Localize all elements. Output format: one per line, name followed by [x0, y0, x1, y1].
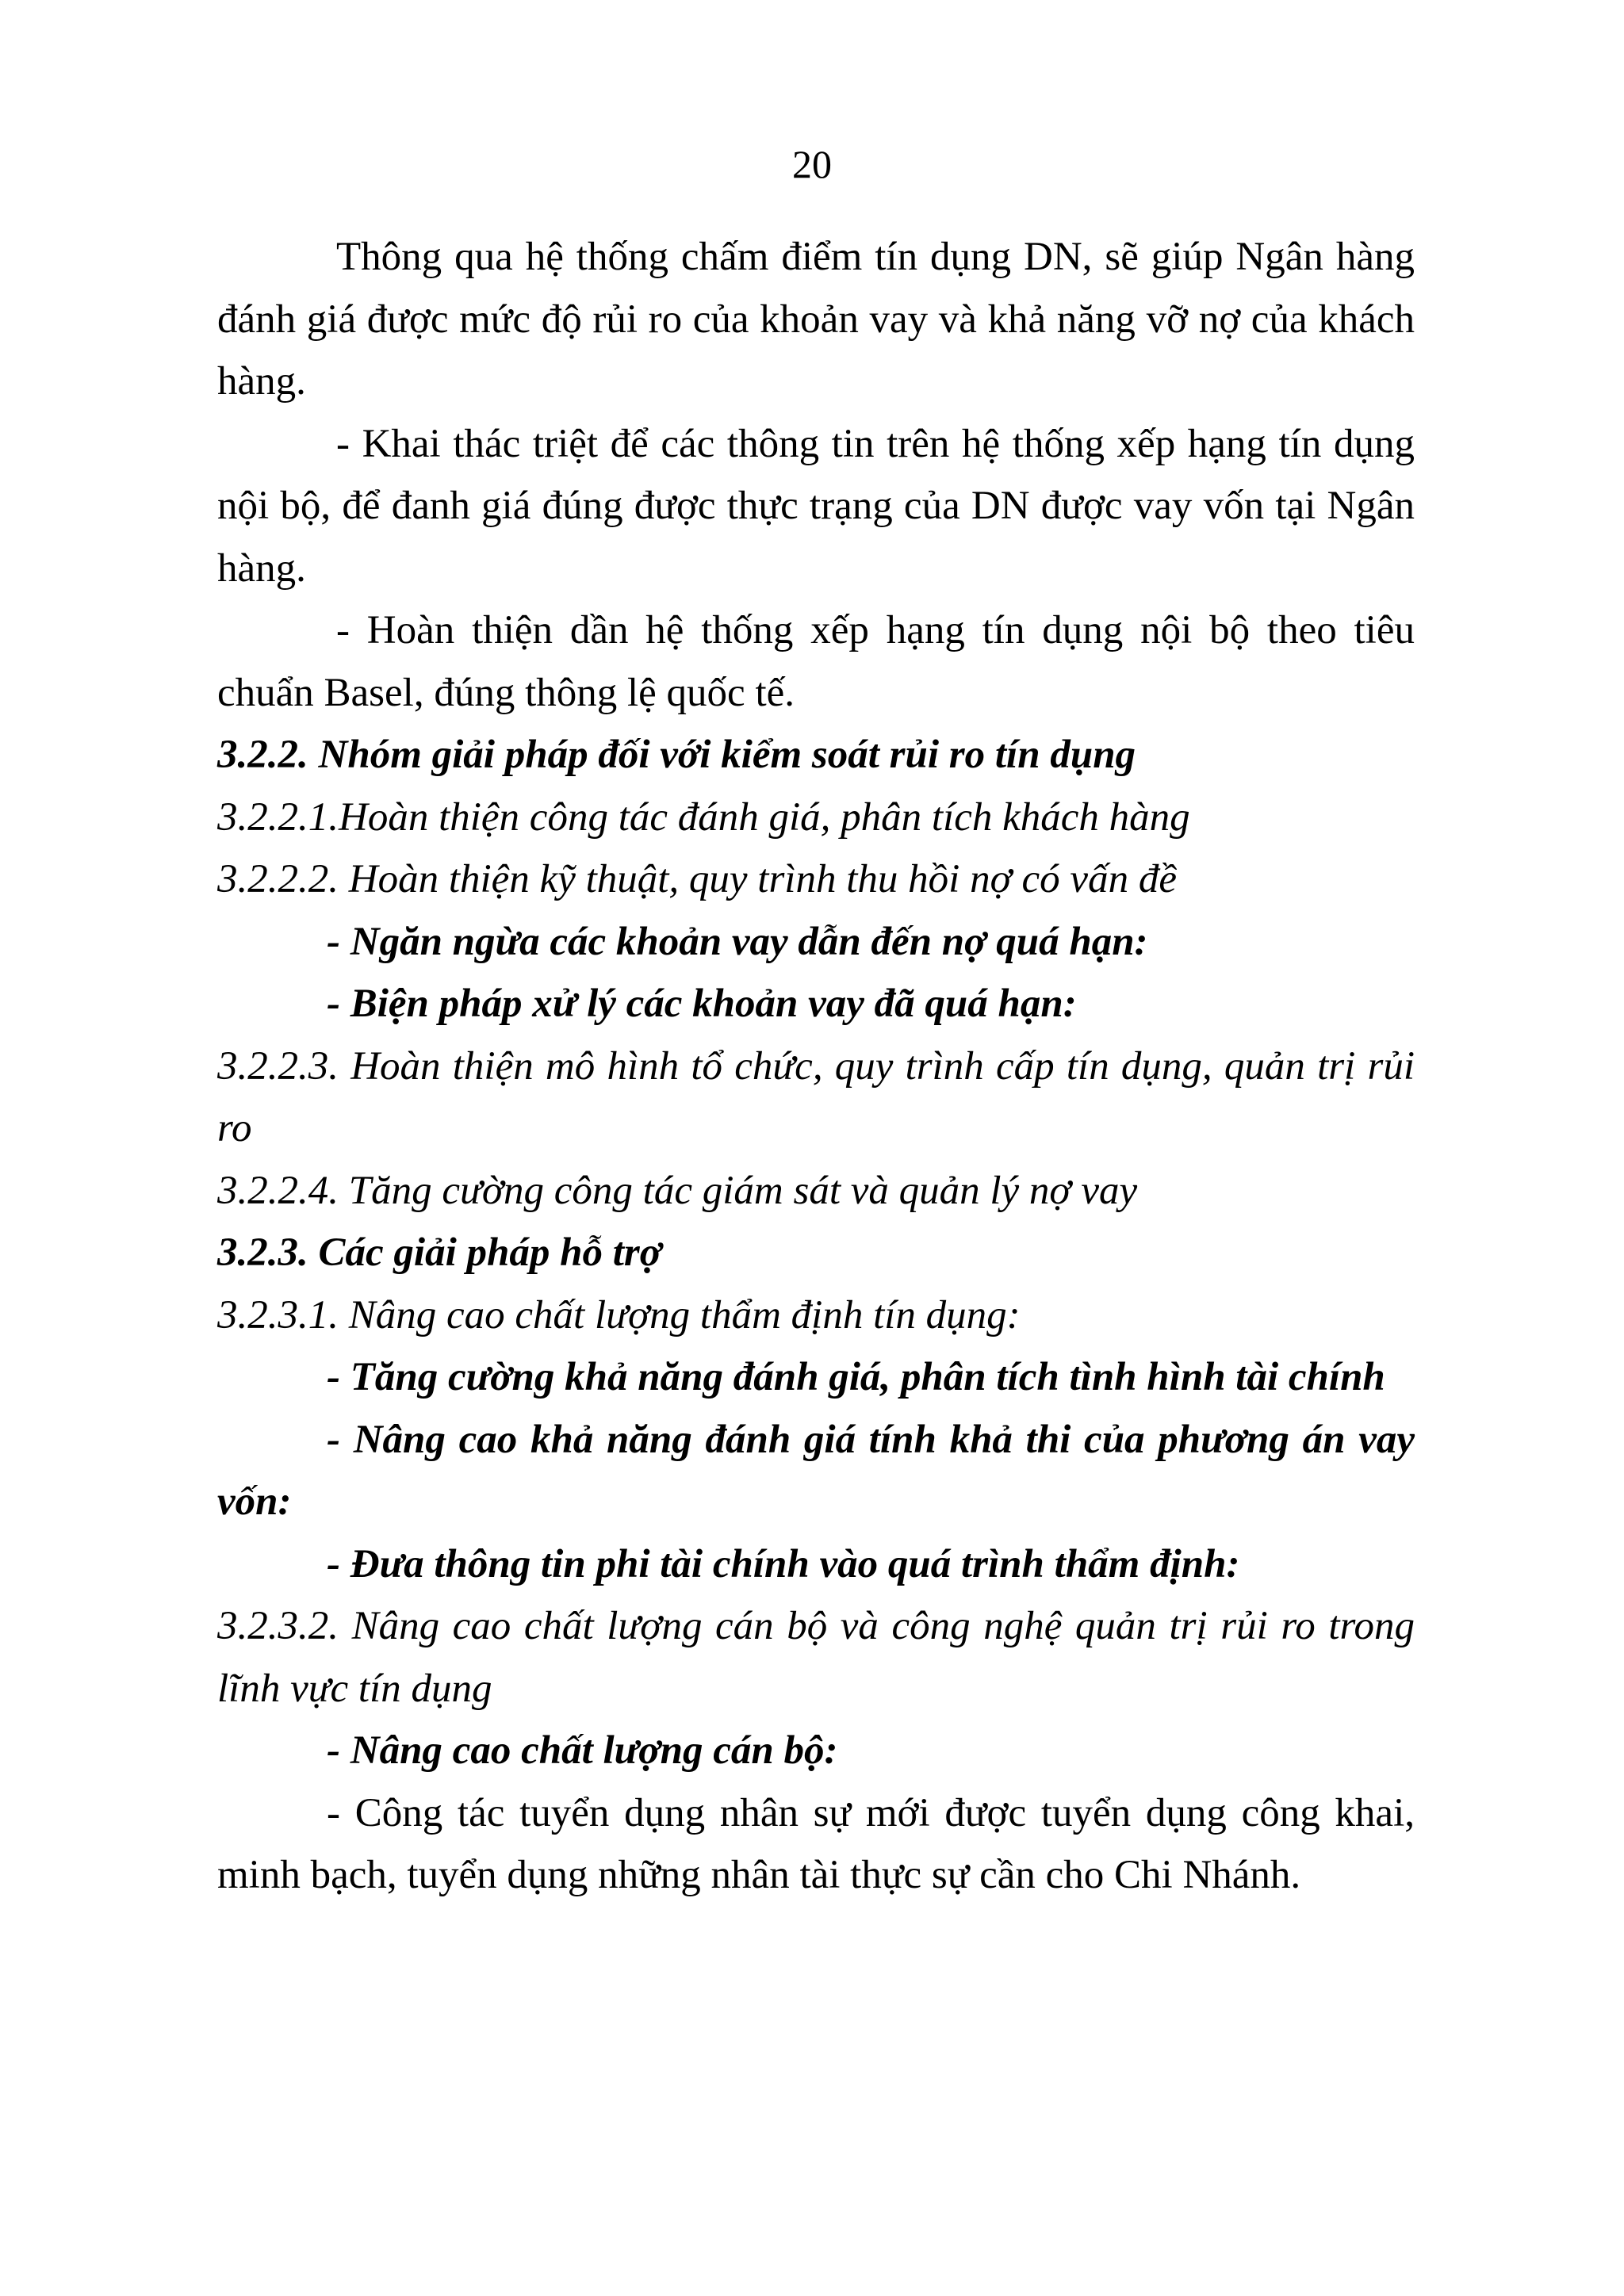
bullet-handle-overdue: - Biện pháp xử lý các khoản vay đã quá hạn: [327, 982, 1077, 1026]
subsection-heading-3-2-2-2: 3.2.2.2. Hoàn thiện kỹ thuật, quy trình thu hồi nợ có vấn đề [217, 857, 1177, 901]
bullet-prevent-overdue: - Ngăn ngừa các khoản vay dẫn đến nợ quá hạn: [327, 919, 1148, 964]
bullet-staff-quality: - Nâng cao chất lượng cán bộ: [327, 1728, 838, 1773]
subsection-heading-3-2-2-1: 3.2.2.1.Hoàn thiện công tác đánh giá, phân tích khách hàng [217, 794, 1190, 840]
paragraph-internal-rating: - Khai thác triệt để các thông tin trên hệ thống xếp hạng tín dụng nội bộ, để đanh giá đúng được thực trạng của DN được vay vốn tại Ngân hàng. [217, 421, 1415, 591]
page-number: 20 [792, 142, 832, 186]
subsection-heading-3-2-3-2: 3.2.3.2. Nâng cao chất lượng cán bộ và công nghệ quản trị rủi ro trong lĩnh vực tín dụng [217, 1604, 1415, 1711]
subsection-heading-3-2-2-3: 3.2.2.3. Hoàn thiện mô hình tổ chức, quy trình cấp tín dụng, quản trị rủi ro [217, 1043, 1415, 1150]
page-body [217, 226, 1415, 1907]
subsection-heading-3-2-3-1: 3.2.3.1. Nâng cao chất lượng thẩm định tín dụng: [217, 1292, 1021, 1337]
bullet-non-financial-info: - Đưa thông tin phi tài chính vào quá trình thẩm định: [327, 1541, 1240, 1586]
subsection-heading-3-2-2-4: 3.2.2.4. Tăng cường công tác giám sát và quản lý nợ vay [217, 1168, 1138, 1213]
paragraph-recruitment: - Công tác tuyển dụng nhân sự mới được tuyển dụng công khai, minh bạch, tuyển dụng những nhân tài thực sự cần cho Chi Nhánh. [217, 1790, 1415, 1897]
paragraph-basel: - Hoàn thiện dần hệ thống xếp hạng tín dụng nội bộ theo tiêu chuẩn Basel, đúng thông lệ quốc tế. [217, 608, 1415, 715]
bullet-feasibility: - Nâng cao khả năng đánh giá tính khả thi của phương án vay vốn: [217, 1417, 1415, 1524]
bullet-financial-analysis: - Tăng cường khả năng đánh giá, phân tích tình hình tài chính [327, 1355, 1385, 1399]
section-heading-3-2-2: 3.2.2. Nhóm giải pháp đối với kiểm soát rủi ro tín dụng [217, 733, 1136, 777]
paragraph-credit-scoring: Thông qua hệ thống chấm điểm tín dụng DN, sẽ giúp Ngân hàng đánh giá được mức độ rủi ro của khoản vay và khả năng vỡ nợ của khách hàng. [217, 235, 1415, 404]
section-heading-3-2-3: 3.2.3. Các giải pháp hỗ trợ [217, 1230, 662, 1275]
